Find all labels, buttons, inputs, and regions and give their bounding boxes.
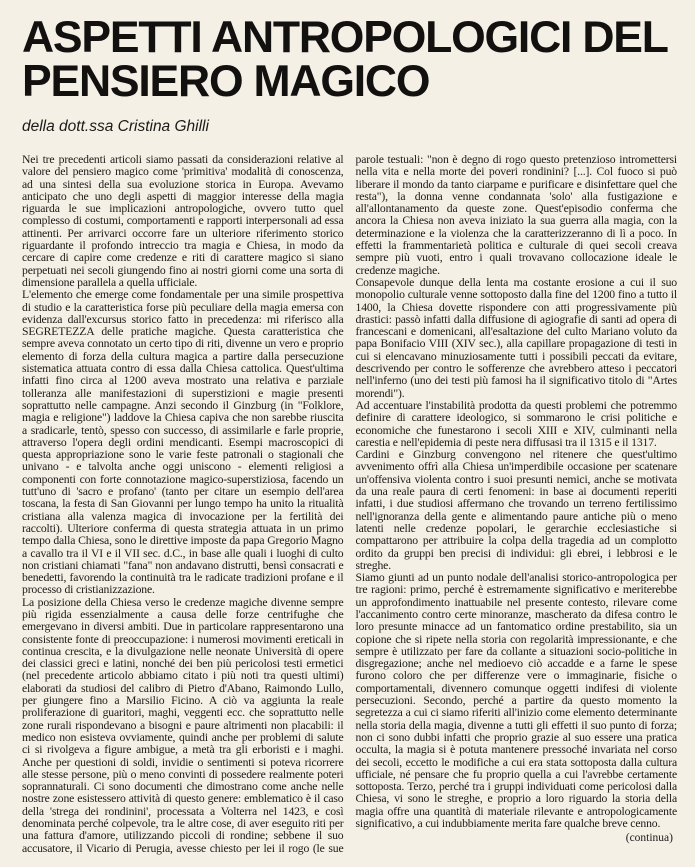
paragraph: La posizione della Chiesa verso le credenze magiche divenne sempre più rigida essenzialmente a causa delle forze centrifughe che emergevano in diversi ambiti. Due in particolare rappresentarono una consistente fonte di preoccupazione: i numerosi movimenti ereticali in continua crescita, e la divulgazione nelle neonate Università di opere dei classici greci e latini, nonché dei ben più pericolosi testi ermetici (nel precedente articolo abbiamo citato i più noti tra questi ultimi) elaborati da studiosi del calibro di Pietro d'Abano, Raimondo Lullo, per giungere fino a Marsilio Ficino. A ciò va aggiunta la reale proliferazione di guaritori, maghi, veggenti ecc. che soprattutto nelle zone rurali rispondevano a bisogni e paure altrimenti non placabili: il medico non esisteva ovviamente, quindi anche per problemi di salute ci si rivolgeva a figure ambigue, a metà tra gli erboristi e i maghi. Anche per questioni di soldi, invidie o sentimenti si poteva ricorrere alle stesse persone, più o meno convinti di possedere realmente poteri soprannaturali. Ci sono documenti che dimostrano come anche nelle nostre zone esistessero attività di questo genere: emblematico è il caso della 'strega dei rondinini', processata a Volterra nel 1423, e così denominata perché colpevole, tra le altre cose, di aver eseguito riti per una fattura d'amore, utilizzando piccoli di rondine; sebbene il suo accusatore, il Vicario di Perugia, avesse chiesto per lei il rogo (le sue parole testuali: "non è degno di rogo questo pretenzioso intromettersi nella vita e nella morte dei poveri rondinini? [...]. Col fuoco si può liberare il mondo da tanto ciarpame e purificare e disinfettare quel che resta"), la donna venne condannata 'solo' alla fustigazione e all'allontanamento da queste zone. Quest'episodio conferma che ancora la Chiesa non aveva iniziato la sua guerra alla magia, con la determinazione e la violenza che la caratterizzeranno di lì a poco. In effetti la frammentarietà politica e culturale di quei secoli creava sempre più vuoti, entro i quali trovavano collocazione ideale le credenze magiche. — [22, 154, 677, 855]
article-body — [22, 154, 677, 860]
paragraph: Consapevole dunque della lenta ma costante erosione a cui il suo monopolio culturale venne sottoposto dalla fine del 1200 fino a tutto il 1400, la Chiesa dovette rispondere con atti progressivamente più drastici: passò infatti dalla diffusione di agiografie di santi ad opera di francescani e domenicani, all'esaltazione del culto Mariano voluto da papa Bonifacio VIII (XIV sec.), alla capillare propagazione di testi in cui si elencavano minuziosamente tutti i possibili peccati da evitare, descrivendo per contro le sofferenze che avrebbero atteso i peccatori nell'inferno (uno dei testi più famosi ha il significativo titolo di "Artes morendi"). — [355, 275, 677, 400]
paragraph: Ad accentuare l'instabilità prodotta da questi problemi che potremmo definire di carattere ideologico, si sommarono le crisi politiche e economiche che funestarono i secoli XIII e XIV, culminanti nella carestia e nell'epidemia di peste nera diffusasi tra il 1315 e il 1317. — [355, 398, 677, 449]
article-author: della dott.ssa Cristina Ghilli — [22, 118, 209, 135]
continued-note: (continua) — [625, 832, 673, 844]
article-title: ASPETTI ANTROPOLOGICI DEL PENSIERO MAGICO — [22, 13, 667, 106]
paragraph: L'elemento che emerge come fondamentale per una simile prospettiva di studio e la caratteristica forse più peculiare della magia emersa con evidenza dall'excursus storico fatto in precedenza: mi riferisco alla SEGRETEZZA delle pratiche magiche. Questa caratteristica che sempre aveva connotato un certo tipo di riti, divenne un vero e proprio elemento di forza della cultura magica a partire dalla persecuzione sistematica attuata contro di essa dalla Chiesa cattolica. Quest'ultima infatti fino circa al 1200 aveva mostrato una relativa e parziale tolleranza alle manifestazioni di superstizioni e magie presenti soprattutto nelle campagne. Anzi secondo il Ginzburg (in "Folklore, magia e religione") laddove la Chiesa capiva che non sarebbe riuscita a sradicarle, tentò, spesso con successo, di assimilarle e farle proprie, attraverso l'opera degli ordini mendicanti. Esempi macroscopici di questa appropriazione sono le varie feste patronali o stagionali che univano - e talvolta anche oggi uniscono - elementi religiosi a componenti con forte connotazione magico-superstiziosa, facendo un tutt'uno di 'sacro e profano' (tanto per citare un esempio dell'area toscana, la festa di San Giovanni per lungo tempo ha unito la ritualità cristiana alla valenza magica di invocazione per la fertilità dei raccolti). Ulteriore conferma di questa strategia attuata in un primo tempo dalla Chiesa, sono le direttive imposte da papa Gregorio Magno a cavallo tra il VI e il VII sec. d.C., in base alle quali i luoghi di culto non cristiani chiamati "fana" non andavano distrutti, bensì consacrati e benedetti, favorendo la continuità tra le radicate tradizioni profane e il processo di cristianizzazione. — [22, 288, 344, 597]
paragraph: Cardini e Ginzburg convengono nel ritenere che quest'ultimo avvenimento offrì alla Chiesa un'imperdibile occasione per scatenare un'offensiva violenta contro i suoi presunti nemici, anche se motivata da una reale paura di certi fenomeni: in base ai documenti reperiti infatti, i due studiosi affermano che trovando un terreno fertilissimo nell'ignoranza della gente e alimentando paure antiche più o meno latenti nelle credenze popolari, le gerarchie ecclesiastiche si compattarono per attribuire la colpa della tragedia ad un complotto ordito da gruppi ben precisi di individui: gli ebrei, i lebbrosi e le streghe. — [355, 448, 677, 572]
paragraph: Nei tre precedenti articoli siamo passati da considerazioni relative al valore del pensiero magico come 'primitiva' modalità di conoscenza, ad una sintesi della sua evoluzione storica in Europa. Avevamo anticipato che uno degli aspetti di maggior interesse della magia riguarda le sue implicazioni antropologiche, ovvero tutto quel complesso di costumi, comportamenti e rapporti interpersonali ad essa attinenti. Per arrivarci occorre fare un ulteriore riferimento storico riguardante il profondo intreccio tra magia e Chiesa, in modo da cercare di capire come credenze e riti di carattere magico si siano perpetuati nei secoli giungendo fino ai nostri giorni come una sorta di dimensione parallela a quella ufficiale. — [22, 154, 344, 289]
paragraph: Siamo giunti ad un punto nodale dell'analisi storico-antropologica per tre ragioni: primo, perché è estremamente significativo e meriterebbe un approfondimento inattuabile nel presente contesto, rilevare come l'accanimento contro certe minoranze, mascherato da difesa contro le loro presunte minacce ad un fantomatico ordine prestabilito, sia un copione che si ripete nella storia con regolarità impressionante, e che sempre è utilizzato per fare da collante a situazioni socio-politiche in disgregazione; anche nel medioevo ciò accadde e a farne le spese furono coloro che per differenze vere o immaginarie, fisiche o comportamentali, divennero comunque oggetti indifesi di violente persecuzioni. Secondo, perché a partire da questo momento la segretezza a cui ci siamo riferiti all'inizio come elemento determinante nella storia della magia, divenne a tutti gli effetti il suo punto di forza; non ci sono dubbi infatti che proprio grazie al suo essere una pratica occulta, la magia si è potuta mantenere pressoché invariata nel corso dei secoli, eccetto le modifiche a cui era stata sottoposta dalla cultura ufficiale, né pensare che fu proprio quella a cui l'avrebbe certamente sottoposta. Terzo, perché tra i gruppi individuati come pericolosi dalla Chiesa, vi sono le streghe, e proprio a loro riguardo la storia della magia offre una quantità di materiale rilevante e antropologicamente significativo, a cui indubbiamente merita fare qualche breve cenno. — [355, 571, 677, 831]
